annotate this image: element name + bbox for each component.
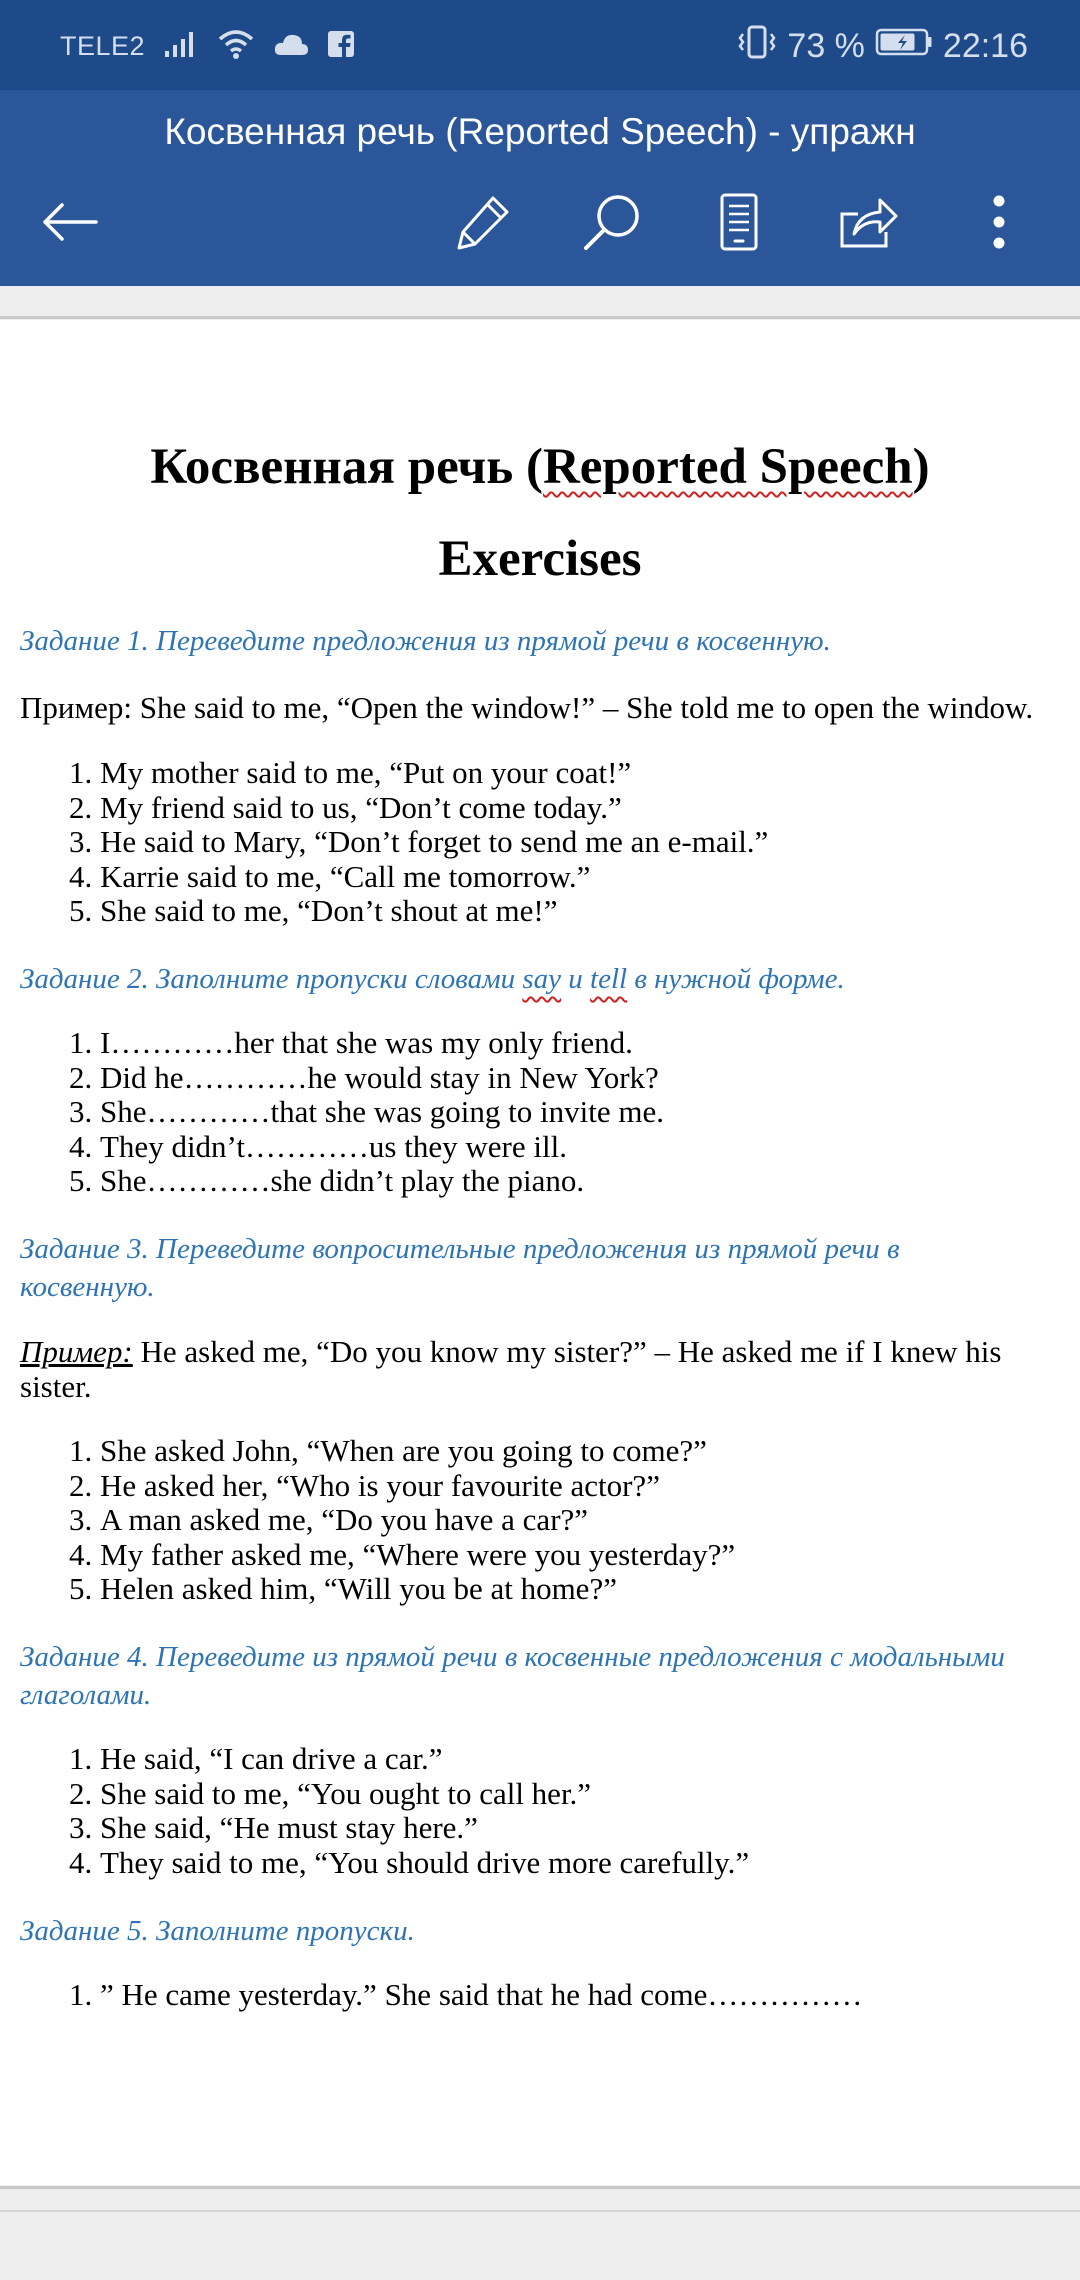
task4-list [0, 1742, 1060, 1880]
task1-heading: Задание 1. Переведите предложения из прямой речи в косвенную. [20, 625, 831, 657]
list-item: 3. He said to Mary, “Don’t forget to send me an e-mail.” [100, 825, 1060, 860]
task3-example-label: Пример: [20, 1334, 133, 1369]
list-item: 1. I…………her that she was my only friend. [100, 1026, 1060, 1061]
list-item: 2. My friend said to us, “Don’t come today.” [100, 791, 1060, 826]
status-bar [0, 0, 1080, 90]
document-heading [0, 438, 1080, 496]
list-item: 2. She said to me, “You ought to call her.” [100, 1777, 1060, 1812]
list-item: 1. My mother said to me, “Put on your coat!” [100, 756, 1060, 791]
search-button[interactable] [570, 180, 654, 264]
pencil-icon [453, 192, 513, 252]
list-item: 2. Did he…………he would stay in New York? [100, 1061, 1060, 1096]
task2-heading-and: и [561, 963, 591, 995]
task3-list [0, 1434, 1060, 1607]
app-bar [0, 90, 1080, 286]
cloud-icon [273, 31, 309, 62]
list-item: 5. She said to me, “Don’t shout at me!” [100, 894, 1060, 929]
list-item: 3. She said, “He must stay here.” [100, 1811, 1060, 1846]
back-arrow-icon [40, 200, 100, 244]
list-item: 5. Helen asked him, “Will you be at home?” [100, 1572, 1060, 1607]
share-button[interactable] [826, 180, 910, 264]
list-item: 5. She…………she didn’t play the piano. [100, 1164, 1060, 1199]
task1-example: Пример: She said to me, “Open the window!” – She told me to open the window. [20, 690, 1034, 725]
list-item: 4. They said to me, “You should drive more carefully.” [100, 1846, 1060, 1881]
search-icon [580, 190, 644, 254]
heading-close-paren: ) [912, 439, 930, 495]
wifi-icon [217, 28, 255, 65]
task2-list [0, 1026, 1060, 1199]
facebook-icon [327, 30, 355, 63]
task3-example-text: He asked me, “Do you know my sister?” – He asked me if I knew his sister. [20, 1334, 1002, 1404]
task3-heading: Задание 3. Переведите вопросительные предложения из прямой речи в косвенную. [20, 1233, 900, 1303]
battery-icon [875, 27, 933, 66]
more-icon [989, 192, 1009, 252]
list-item: 1. He said, “I can drive a car.” [100, 1742, 1060, 1777]
more-options-button[interactable] [957, 180, 1041, 264]
document-page[interactable] [0, 320, 1080, 2185]
page-top-edge [0, 316, 1080, 319]
list-item: 2. He asked her, “Who is your favourite actor?” [100, 1469, 1060, 1504]
task5-list [0, 1978, 1060, 2013]
task2-heading-part: Задание 2. Заполните пропуски словами [20, 963, 523, 995]
share-icon [836, 192, 900, 252]
task1-list [0, 756, 1060, 929]
vibrate-icon [737, 24, 777, 69]
list-item: 4. They didn’t…………us they were ill. [100, 1130, 1060, 1165]
back-button[interactable] [28, 180, 112, 264]
list-item: 4. My father asked me, “Where were you yesterday?” [100, 1538, 1060, 1573]
task4-heading: Задание 4. Переведите из прямой речи в косвенные предложения с модальными глаголами. [20, 1641, 1005, 1711]
task2-word-say: say [522, 963, 562, 995]
battery-percent: 73 % [787, 26, 865, 65]
heading-part: Косвенная речь ( [150, 439, 543, 495]
list-item: 3. A man asked me, “Do you have a car?” [100, 1503, 1060, 1538]
list-item: 1. She asked John, “When are you going to come?” [100, 1434, 1060, 1469]
document-subheading: Exercises [438, 531, 642, 587]
task2-word-tell: tell [590, 963, 628, 995]
mobile-view-icon [717, 192, 761, 252]
heading-spellcheck-part: Reported Speech [542, 439, 913, 495]
mobile-view-button[interactable] [697, 180, 781, 264]
list-item: 1. ” He came yesterday.” She said that he had come…………… [100, 1978, 1060, 2013]
task2-heading [20, 960, 1030, 998]
clock: 22:16 [942, 26, 1028, 65]
task5-heading: Задание 5. Заполните пропуски. [20, 1915, 415, 1947]
list-item: 4. Karrie said to me, “Call me tomorrow.” [100, 860, 1060, 895]
carrier-name: TELE2 [60, 30, 146, 61]
task3-example [20, 1334, 1050, 1404]
signal-icon [163, 29, 199, 64]
next-page-edge [0, 2210, 1080, 2212]
list-item: 3. She…………that she was going to invite me. [100, 1095, 1060, 1130]
edit-button[interactable] [441, 180, 525, 264]
task2-heading-end: в нужной форме. [627, 963, 845, 995]
page-bottom-edge [0, 2186, 1080, 2189]
document-title: Косвенная речь (Reported Speech) - упражн [164, 111, 916, 152]
